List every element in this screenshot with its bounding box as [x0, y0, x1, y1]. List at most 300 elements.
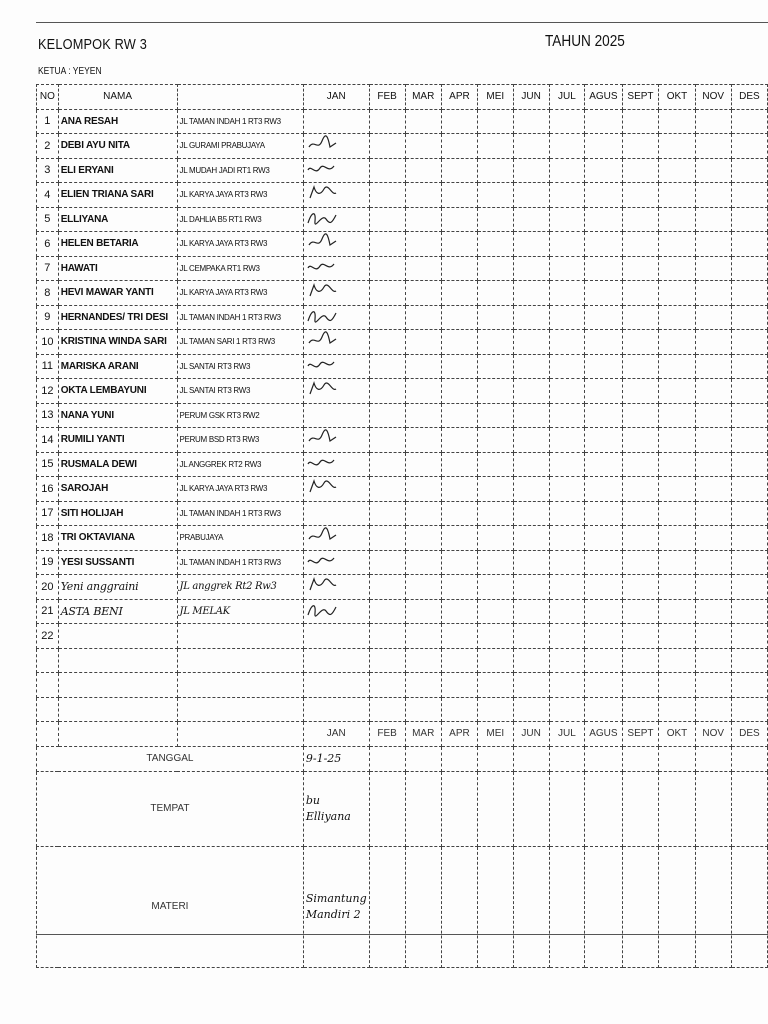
member-name: TRI OKTAVIANA [58, 526, 177, 551]
attendance-cell [549, 550, 585, 575]
month-header: SEPT [622, 85, 659, 110]
attendance-cell [585, 428, 622, 453]
month-header: APR [441, 722, 477, 747]
blank-cell [659, 697, 695, 722]
meeting-cell [549, 746, 585, 771]
blank-cell [58, 673, 177, 698]
attendance-cell [405, 183, 441, 208]
attendance-cell [695, 550, 731, 575]
attendance-cell [369, 452, 405, 477]
member-name: SITI HOLIJAH [58, 501, 177, 526]
attendance-cell [369, 550, 405, 575]
attendance-cell [622, 550, 659, 575]
attendance-cell [731, 305, 767, 330]
meeting-cell [513, 846, 549, 967]
attendance-cell [549, 624, 585, 649]
name-header: NAMA [58, 85, 177, 110]
meeting-cell [369, 746, 405, 771]
attendance-cell [585, 403, 622, 428]
attendance-cell [622, 452, 659, 477]
attendance-cell [303, 452, 369, 477]
place-row [37, 771, 768, 846]
attendance-cell [659, 599, 695, 624]
attendance-cell [695, 428, 731, 453]
attendance-cell [731, 354, 767, 379]
member-address: JL anggrek Rt2 Rw3 [177, 575, 303, 600]
attendance-cell [622, 477, 659, 502]
blank-cell [441, 648, 477, 673]
attendance-cell [549, 428, 585, 453]
member-row [37, 403, 768, 428]
attendance-cell [303, 354, 369, 379]
attendance-cell [695, 305, 731, 330]
signature-mark [306, 601, 338, 619]
meeting-cell [695, 771, 731, 846]
attendance-cell [513, 354, 549, 379]
attendance-cell [622, 232, 659, 257]
attendance-cell [477, 477, 513, 502]
attendance-cell [303, 305, 369, 330]
member-row [37, 550, 768, 575]
meeting-cell [477, 771, 513, 846]
member-row [37, 575, 768, 600]
attendance-cell [659, 207, 695, 232]
blank-cell [549, 697, 585, 722]
blank-cell [695, 648, 731, 673]
attendance-cell [405, 599, 441, 624]
attendance-cell [441, 575, 477, 600]
attendance-cell [549, 452, 585, 477]
attendance-cell [731, 134, 767, 159]
meeting-cell [513, 771, 549, 846]
attendance-cell [549, 281, 585, 306]
attendance-cell [731, 575, 767, 600]
meeting-cell [441, 846, 477, 967]
meeting-cell [513, 746, 549, 771]
attendance-cell [622, 330, 659, 355]
attendance-cell [695, 158, 731, 183]
member-name: ASTA BENI [58, 599, 177, 624]
meeting-label: TANGGAL [37, 746, 304, 771]
attendance-cell [441, 207, 477, 232]
attendance-cell [622, 207, 659, 232]
attendance-cell [695, 256, 731, 281]
blank-cell [477, 648, 513, 673]
attendance-cell [549, 354, 585, 379]
blank-cell [37, 648, 59, 673]
blank-cell [369, 648, 405, 673]
member-address: JL TAMAN INDAH 1 RT3 RW3 [177, 501, 303, 526]
member-row [37, 134, 768, 159]
member-row [37, 354, 768, 379]
month-header: MEI [477, 85, 513, 110]
attendance-cell [405, 428, 441, 453]
member-number: 18 [37, 526, 59, 551]
attendance-cell [441, 354, 477, 379]
member-number: 8 [37, 281, 59, 306]
attendance-cell [369, 428, 405, 453]
material-row [37, 846, 768, 967]
month-header: JUN [513, 722, 549, 747]
attendance-cell [622, 109, 659, 134]
member-row [37, 109, 768, 134]
member-name: RUSMALA DEWI [58, 452, 177, 477]
member-row [37, 158, 768, 183]
attendance-cell [303, 550, 369, 575]
attendance-cell [477, 354, 513, 379]
blank-cell [405, 673, 441, 698]
attendance-cell [303, 256, 369, 281]
member-number: 2 [37, 134, 59, 159]
meeting-cell [695, 846, 731, 967]
attendance-cell [405, 158, 441, 183]
attendance-cell [585, 109, 622, 134]
group-title: KELOMPOK RW 3 [38, 36, 147, 53]
attendance-cell [659, 183, 695, 208]
attendance-cell [405, 232, 441, 257]
month-header: SEPT [622, 722, 659, 747]
blank-cell [58, 722, 177, 747]
year-title: TAHUN 2025 [545, 33, 625, 50]
attendance-cell [695, 624, 731, 649]
signature-mark [306, 258, 338, 276]
attendance-cell [369, 354, 405, 379]
attendance-cell [513, 379, 549, 404]
attendance-cell [695, 232, 731, 257]
attendance-cell [477, 624, 513, 649]
attendance-cell [303, 330, 369, 355]
attendance-cell [695, 477, 731, 502]
member-address: JL TAMAN INDAH 1 RT3 RW3 [177, 109, 303, 134]
attendance-cell [731, 183, 767, 208]
attendance-cell [441, 281, 477, 306]
attendance-cell [513, 599, 549, 624]
blank-cell [513, 648, 549, 673]
meeting-cell [585, 771, 622, 846]
attendance-cell [585, 330, 622, 355]
attendance-cell [622, 158, 659, 183]
attendance-cell [549, 403, 585, 428]
member-name: HAWATI [58, 256, 177, 281]
attendance-cell [659, 501, 695, 526]
member-name: HERNANDES/ TRI DESI [58, 305, 177, 330]
member-address: JL TAMAN INDAH 1 RT3 RW3 [177, 550, 303, 575]
attendance-cell [622, 134, 659, 159]
member-address: JL SANTAI RT3 RW3 [177, 379, 303, 404]
attendance-cell [659, 281, 695, 306]
attendance-cell [731, 207, 767, 232]
attendance-cell [369, 158, 405, 183]
attendance-cell [513, 256, 549, 281]
attendance-cell [695, 501, 731, 526]
attendance-cell [695, 354, 731, 379]
attendance-cell [405, 550, 441, 575]
attendance-cell [622, 624, 659, 649]
blank-cell [731, 673, 767, 698]
attendance-cell [659, 109, 695, 134]
month-header: JUL [549, 85, 585, 110]
attendance-cell [405, 305, 441, 330]
attendance-cell [303, 109, 369, 134]
signature-mark [306, 160, 338, 178]
month-header: AGUS [585, 85, 622, 110]
attendance-cell [303, 379, 369, 404]
blank-cell [622, 673, 659, 698]
signature-mark [306, 307, 338, 325]
member-name: HELEN BETARIA [58, 232, 177, 257]
attendance-cell [441, 452, 477, 477]
attendance-cell [622, 183, 659, 208]
month-header: NOV [695, 85, 731, 110]
attendance-cell [585, 501, 622, 526]
blank-cell [477, 697, 513, 722]
month-header: DES [731, 722, 767, 747]
blank-row [37, 648, 768, 673]
signature-mark [306, 429, 338, 447]
attendance-cell [303, 232, 369, 257]
meeting-cell [549, 771, 585, 846]
attendance-cell [477, 575, 513, 600]
signature-mark [306, 527, 338, 545]
member-name: MARISKA ARANI [58, 354, 177, 379]
attendance-cell [405, 281, 441, 306]
meeting-cell [659, 746, 695, 771]
attendance-cell [585, 183, 622, 208]
blank-cell [549, 673, 585, 698]
meeting-cell [477, 846, 513, 967]
attendance-cell [659, 428, 695, 453]
month-header: APR [441, 85, 477, 110]
attendance-cell [659, 575, 695, 600]
member-row [37, 624, 768, 649]
attendance-cell [513, 501, 549, 526]
attendance-cell [622, 599, 659, 624]
signature-mark [306, 184, 338, 202]
blank-cell [695, 697, 731, 722]
blank-cell [585, 697, 622, 722]
attendance-cell [513, 232, 549, 257]
attendance-cell [622, 354, 659, 379]
attendance-cell [477, 599, 513, 624]
attendance-cell [622, 379, 659, 404]
attendance-cell [659, 354, 695, 379]
meeting-label: TEMPAT [37, 771, 304, 846]
attendance-cell [303, 501, 369, 526]
attendance-cell [731, 109, 767, 134]
blank-cell [369, 673, 405, 698]
member-address: JL CEMPAKA RT1 RW3 [177, 256, 303, 281]
blank-cell [659, 648, 695, 673]
member-name: SAROJAH [58, 477, 177, 502]
attendance-cell [622, 256, 659, 281]
member-address [177, 624, 303, 649]
blank-cell [37, 673, 59, 698]
attendance-cell [622, 281, 659, 306]
attendance-cell [405, 256, 441, 281]
attendance-cell [513, 452, 549, 477]
month-header: JAN [303, 85, 369, 110]
signature-mark [306, 552, 338, 570]
member-number: 5 [37, 207, 59, 232]
member-number: 12 [37, 379, 59, 404]
member-name: DEBI AYU NITA [58, 134, 177, 159]
attendance-cell [441, 428, 477, 453]
meeting-cell [622, 846, 659, 967]
attendance-cell [477, 330, 513, 355]
member-row [37, 379, 768, 404]
attendance-cell [695, 109, 731, 134]
attendance-cell [441, 477, 477, 502]
attendance-cell [731, 403, 767, 428]
member-row [37, 330, 768, 355]
attendance-cell [585, 281, 622, 306]
meeting-cell [622, 771, 659, 846]
attendance-cell [369, 379, 405, 404]
member-row [37, 232, 768, 257]
attendance-cell [731, 158, 767, 183]
meeting-cell [659, 771, 695, 846]
attendance-cell [549, 501, 585, 526]
attendance-cell [477, 550, 513, 575]
member-address: JL KARYA JAYA RT3 RW3 [177, 183, 303, 208]
member-address: JL TAMAN SARI 1 RT3 RW3 [177, 330, 303, 355]
attendance-cell [405, 134, 441, 159]
attendance-cell [585, 232, 622, 257]
attendance-cell [441, 134, 477, 159]
month-header: MAR [405, 85, 441, 110]
attendance-cell [477, 379, 513, 404]
meeting-cell [405, 771, 441, 846]
attendance-cell [622, 305, 659, 330]
attendance-cell [303, 281, 369, 306]
member-name [58, 624, 177, 649]
attendance-cell [659, 134, 695, 159]
blank-cell [549, 648, 585, 673]
attendance-cell [369, 305, 405, 330]
meeting-cell [731, 771, 767, 846]
attendance-cell [731, 452, 767, 477]
attendance-cell [405, 477, 441, 502]
attendance-cell [513, 624, 549, 649]
member-number: 1 [37, 109, 59, 134]
month-header: FEB [369, 85, 405, 110]
blank-cell [585, 648, 622, 673]
attendance-cell [441, 550, 477, 575]
member-name: Yeni anggraini [58, 575, 177, 600]
month-header: MAR [405, 722, 441, 747]
attendance-cell [441, 501, 477, 526]
blank-cell [477, 673, 513, 698]
attendance-cell [369, 624, 405, 649]
blank-cell [622, 648, 659, 673]
blank-cell [695, 673, 731, 698]
attendance-cell [659, 256, 695, 281]
attendance-cell [405, 354, 441, 379]
attendance-cell [585, 477, 622, 502]
attendance-cell [622, 526, 659, 551]
member-name: RUMILI YANTI [58, 428, 177, 453]
attendance-cell [477, 305, 513, 330]
blank-cell [303, 673, 369, 698]
signature-mark [306, 454, 338, 472]
blank-cell [731, 648, 767, 673]
member-row [37, 452, 768, 477]
attendance-cell [585, 379, 622, 404]
attendance-cell [405, 379, 441, 404]
attendance-cell [369, 526, 405, 551]
member-row [37, 281, 768, 306]
attendance-cell [303, 207, 369, 232]
attendance-cell [731, 501, 767, 526]
attendance-cell [441, 109, 477, 134]
attendance-cell [441, 158, 477, 183]
attendance-cell [369, 256, 405, 281]
attendance-cell [513, 428, 549, 453]
member-number: 22 [37, 624, 59, 649]
member-name: OKTA LEMBAYUNI [58, 379, 177, 404]
attendance-cell [549, 158, 585, 183]
attendance-cell [369, 477, 405, 502]
attendance-cell [659, 379, 695, 404]
member-address: JL SANTAI RT3 RW3 [177, 354, 303, 379]
attendance-cell [585, 207, 622, 232]
attendance-cell [549, 599, 585, 624]
attendance-cell [369, 599, 405, 624]
attendance-cell [731, 550, 767, 575]
member-address: JL ANGGREK RT2 RW3 [177, 452, 303, 477]
attendance-cell [549, 183, 585, 208]
member-address: JL KARYA JAYA RT3 RW3 [177, 281, 303, 306]
attendance-cell [585, 256, 622, 281]
member-number: 14 [37, 428, 59, 453]
attendance-cell [477, 256, 513, 281]
signature-mark [306, 331, 338, 349]
attendance-cell [513, 183, 549, 208]
attendance-cell [405, 403, 441, 428]
meeting-month-header-row [37, 722, 768, 747]
attendance-cell [695, 526, 731, 551]
attendance-cell [513, 526, 549, 551]
attendance-cell [477, 501, 513, 526]
blank-cell [369, 697, 405, 722]
blank-cell [441, 697, 477, 722]
meeting-cell [585, 846, 622, 967]
blank-cell [405, 697, 441, 722]
member-number: 20 [37, 575, 59, 600]
month-header: AGUS [585, 722, 622, 747]
meeting-value: 9-1-25 [303, 746, 369, 771]
attendance-cell [369, 281, 405, 306]
attendance-cell [731, 256, 767, 281]
top-rule [36, 22, 768, 23]
attendance-cell [659, 477, 695, 502]
attendance-cell [513, 281, 549, 306]
meeting-value: Simantung Mandiri 2 [303, 846, 369, 967]
attendance-cell [303, 134, 369, 159]
meeting-cell [369, 846, 405, 967]
attendance-cell [405, 109, 441, 134]
attendance-cell [659, 624, 695, 649]
attendance-cell [549, 330, 585, 355]
attendance-cell [659, 330, 695, 355]
member-address: JL KARYA JAYA RT3 RW3 [177, 232, 303, 257]
meeting-cell [695, 746, 731, 771]
member-row [37, 256, 768, 281]
attendance-cell [369, 575, 405, 600]
attendance-cell [549, 256, 585, 281]
blank-cell [177, 648, 303, 673]
attendance-cell [659, 526, 695, 551]
